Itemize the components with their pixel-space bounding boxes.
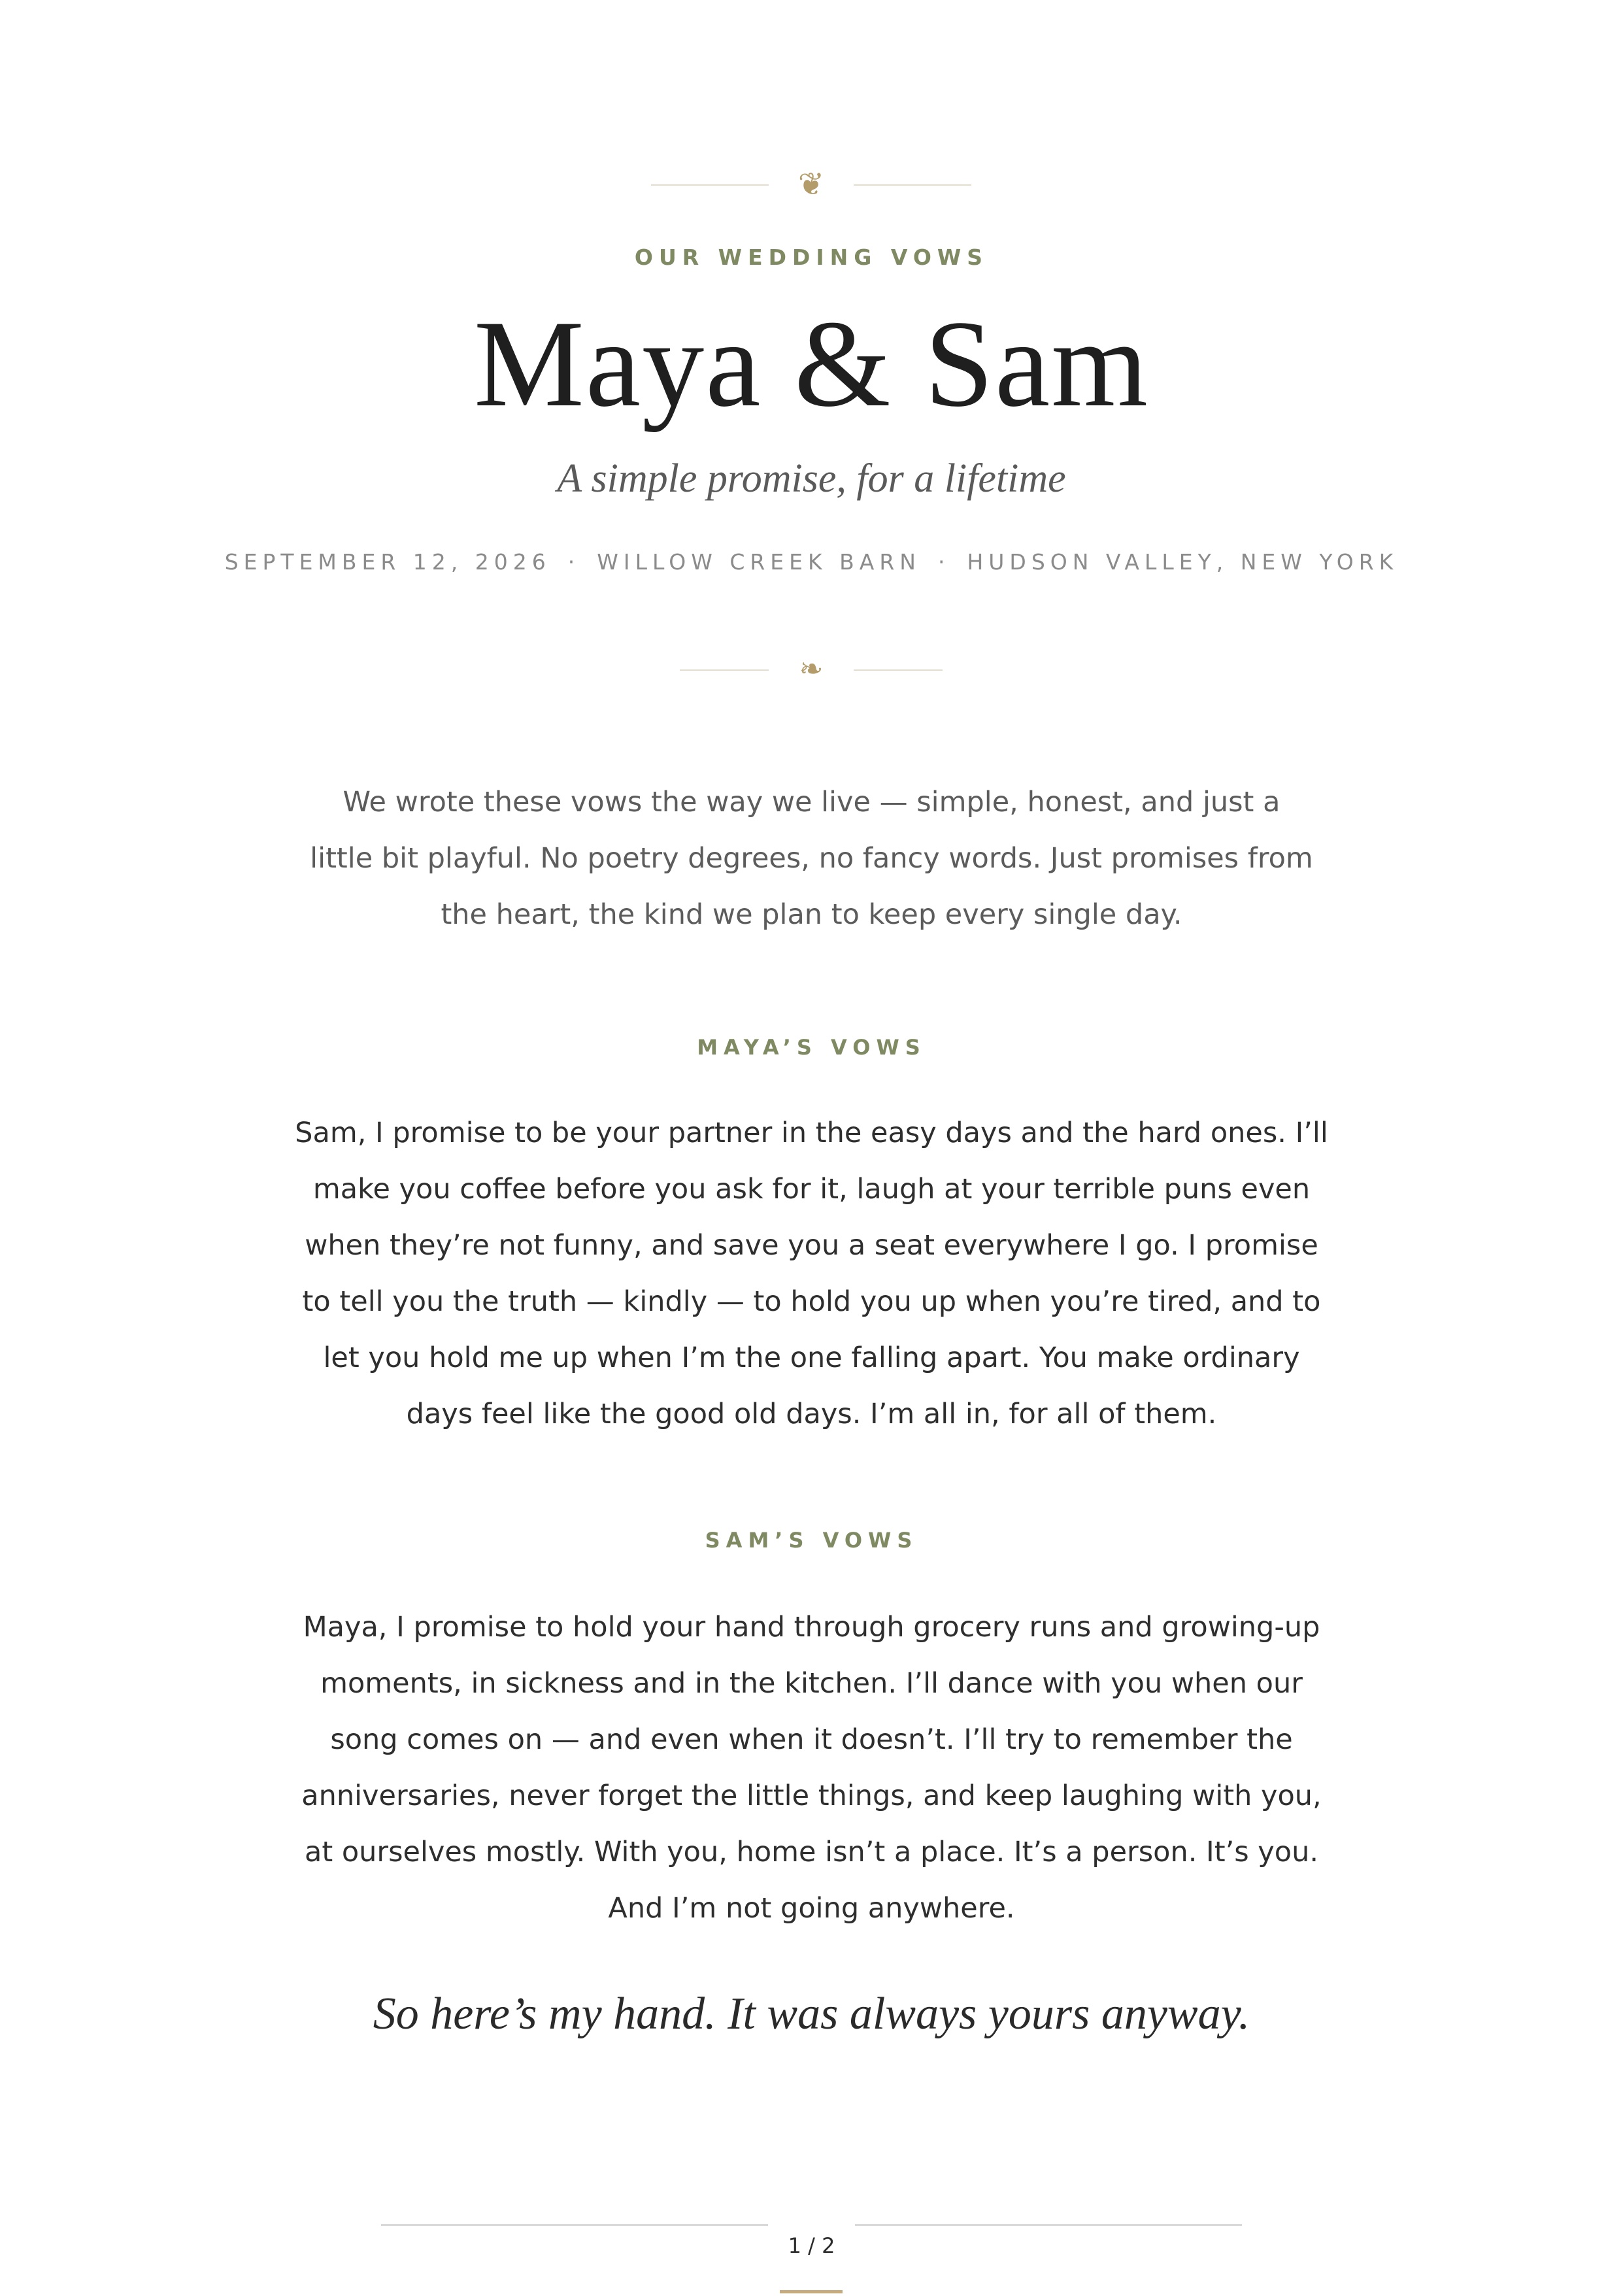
footer-line-left [381,2224,768,2226]
ornament-line-left [651,184,769,186]
ornament-line-right [854,184,971,186]
event-location: HUDSON VALLEY, NEW YORK [967,549,1399,575]
page-number: 1 / 2 [788,2233,835,2258]
top-ornament [0,165,1623,204]
floral-leaf-icon: ❧ [799,652,824,686]
intro-paragraph: We wrote these vows the way we live — simple, honest, and just a little bit playful. No poetry degrees, no fancy words. Just promises from the heart, the kind we plan to keep every single day. [310,786,1313,931]
meta-separator: · [937,549,950,575]
ornament-line-left [680,669,769,671]
footer-line-right [855,2224,1242,2226]
ornament-line-right [854,669,943,671]
divider-ornament [0,650,1623,689]
event-date: SEPTEMBER 12, 2026 [224,549,551,575]
floral-heart-icon: ❦ [797,166,825,203]
vow-text-sam: Maya, I promise to hold your hand through grocery runs and growing-up moments, in sickness and in the kitchen. I’ll dance with you when our song comes on — and even when it doesn’t. I’ll try to remember the anniversaries, never forget the little things, and keep laughing with you, at ourselves mostly. With you, home isn’t a place. It’s a person. It’s you. And I’m not going anywhere. [301,1611,1322,1925]
event-details [0,547,1623,578]
page-subtitle: A simple promise, for a lifetime [557,456,1066,501]
footer-accent [780,2290,843,2293]
page-title: Maya & Sam [473,295,1150,433]
meta-separator: · [567,549,580,575]
section-heading-sam: SAM’S VOWS [705,1528,918,1553]
vow-text-maya: Sam, I promise to be your partner in the easy days and the hard ones. I’ll make you coffee before you ask for it, laugh at your terrible puns even when they’re not funny, and save you a seat everywhere I go. I promise to tell you the truth — kindly — to hold you up when you’re tired, and to let you hold me up when I’m the one falling apart. You make ordinary days feel like the good old days. I’m all in, for all of them. [295,1117,1328,1430]
page-eyebrow: OUR WEDDING VOWS [634,245,989,270]
section-heading-maya: MAYA’S VOWS [697,1035,926,1060]
event-venue: WILLOW CREEK BARN [597,549,921,575]
closing-line: So here’s my hand. It was always yours anyway. [373,1989,1250,2039]
